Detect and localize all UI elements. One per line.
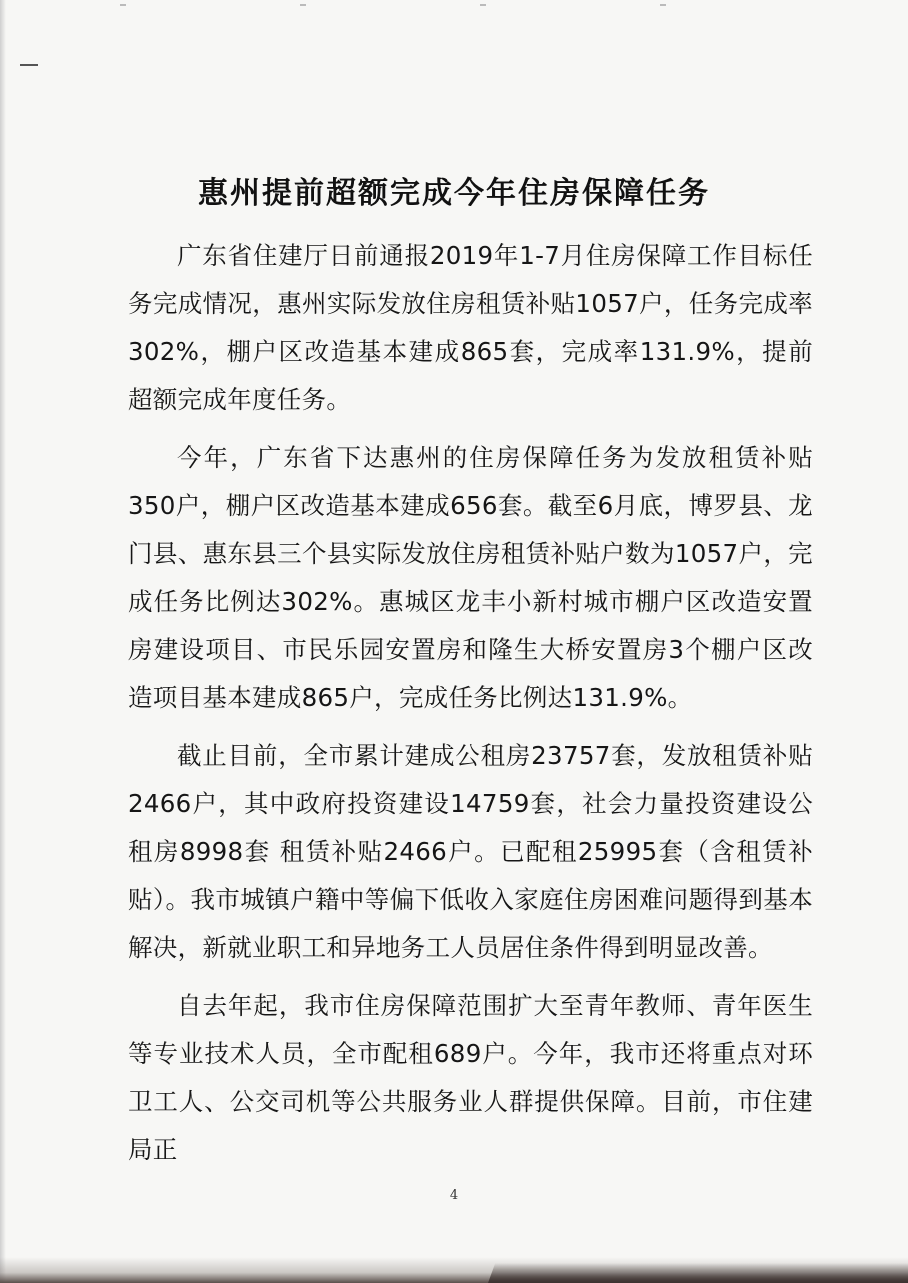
paragraph-3: 截止目前，全市累计建成公租房23757套，发放租赁补贴2466户，其中政府投资建设14759套，社会力量投资建设公租房8998套 租赁补贴2466户。已配租25995套（含租赁补贴）。我市城镇户籍中等偏下低收入家庭住房困难问题得到基本解决，新就业职工和异地务工人员居住条件得到明显改善。 — [128, 741, 813, 962]
scan-speck — [300, 4, 306, 6]
scan-bottom-shadow — [488, 1263, 908, 1283]
scan-speck — [660, 4, 666, 6]
document-title: 惠州提前超额完成今年住房保障任务 — [198, 176, 710, 211]
paragraph-2: 今年，广东省下达惠州的住房保障任务为发放租赁补贴350户，棚户区改造基本建成656套。截至6月底，博罗县、龙门县、惠东县三个县实际发放住房租赁补贴户数为1057户，完成任务比例达302%。惠城区龙丰小新村城市棚户区改造安置房建设项目、市民乐园安置房和隆生大桥安置房3个棚户区改造项目基本建成865户，完成任务比例达131.9%。 — [128, 443, 813, 712]
scan-speck — [480, 4, 486, 6]
paragraph-1: 广东省住建厅日前通报2019年1-7月住房保障工作目标任务完成情况，惠州实际发放住房租赁补贴1057户，任务完成率302%，棚户区改造基本建成865套，完成率131.9%，提前超额完成年度任务。 — [128, 241, 813, 414]
scan-speck — [120, 4, 126, 6]
scan-mark — [20, 64, 38, 66]
paragraph-4: 自去年起，我市住房保障范围扩大至青年教师、青年医生等专业技术人员，全市配租689户。今年，我市还将重点对环卫工人、公交司机等公共服务业人群提供保障。目前，市住建局正 — [128, 991, 813, 1164]
page-number: 4 — [449, 1188, 459, 1203]
document-body — [128, 232, 813, 1184]
